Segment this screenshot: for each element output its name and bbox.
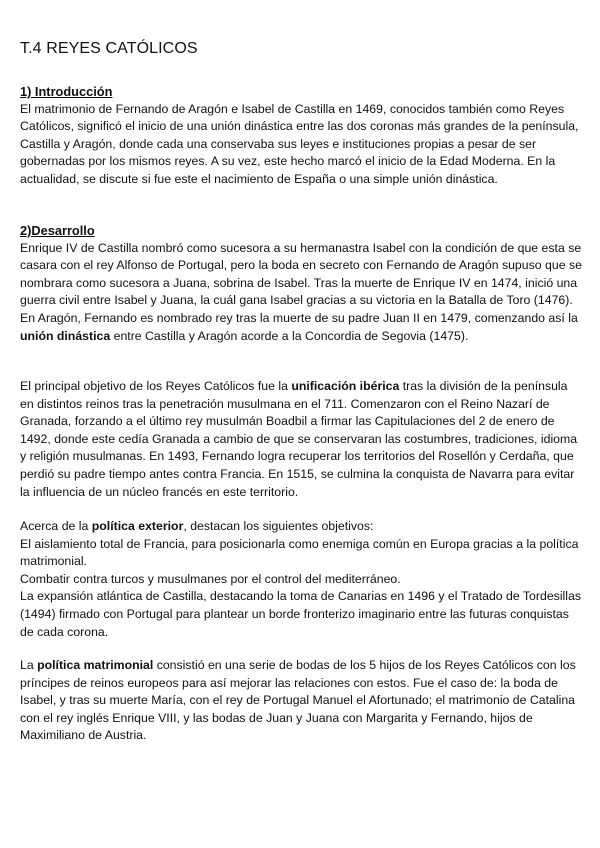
intro-paragraph: El matrimonio de Fernando de Aragón e Isabel de Castilla en 1469, conocidos también como Reyes Católicos, significó el inicio de una unión dinástica entre las dos coronas más grandes de la península, Castilla y Aragón, donde cada una conservaba sus leyes e instituciones propias a pesar de ser gobernadas por los mismos reyes. A su vez, este hecho marcó el inicio de la Edad Moderna. En la actualidad, se discute si fue este el nacimiento de España o una simple unión dinástica.	[20, 101, 579, 186]
desarrollo-paragraph-2	[20, 378, 582, 501]
p1-text-b: entre Castilla y Aragón acorde a la Concordia de Segovia (1475).	[110, 328, 469, 343]
objective-item: El aislamiento total de Francia, para posicionarla como enemiga común en Europa gracias a la política matrimonial.	[20, 536, 579, 569]
politica-matrimonial-section	[20, 657, 582, 745]
politica-exterior-section	[20, 518, 582, 641]
intro-heading: 1) Introducción	[20, 84, 113, 99]
desarrollo-paragraph-4	[20, 657, 582, 745]
p4-bold-term: política matrimonial	[37, 658, 154, 672]
p2-text-a: El principal objetivo de los Reyes Católicos fue la	[20, 379, 292, 393]
p2-text-b: tras la división de la península en distintos reinos tras la penetración musulmana en el 711. Comenzaron con el Reino Nazarí de Granada, forzando a el último rey musulmán Boadbil a firmar las Capitulaciones del 2 de enero de 1492, donde este cedía Granada a cambio de que se conservaran las costumbres, tradiciones, idioma y religión musulmanas. En 1493, Fernando logra recuperar los territorios del Rosellón y Cerdaña, que perdió su padre tiempo antes contra Francia. En 1515, se culmina la conquista de Navarra para evitar la influencia de un núcleo francés en este territorio.	[20, 379, 578, 499]
desarrollo-paragraph-3	[20, 518, 582, 536]
objective-item: La expansión atlántica de Castilla, destacando la toma de Canarias en 1496 y el Tratado de Tordesillas (1494) firmado con Portugal para plantear un borde fronterizo imaginario entre las futuras conquistas de cada corona.	[20, 589, 582, 639]
desarrollo-section	[20, 222, 582, 345]
p4-text-b: consistió en una serie de bodas de los 5 hijos de los Reyes Católicos con los príncipes de reinos europeos para así mejorar las relaciones con estos. Fue el caso de: la boda de Isabel, y tras su muerte María, con el rey de Portugal Manuel el Afortunado; el matrimonio de Catalina con el rey inglés Enrique VIII, y las bodas de Juan y Juana con Margarita y Fernando, hijos de Maximiliano de Austria.	[20, 658, 576, 743]
page-title: T.4 REYES CATÓLICOS	[20, 40, 198, 57]
p1-text-a: Enrique IV de Castilla nombró como sucesora a su hermanastra Isabel con la condición de que esta se casara con el rey Alfonso de Portugal, pero la boda en secreto con Fernando de Aragón supuso que se nombrara como sucesora a Juana, sobrina de Isabel. Tras la muerte de Enrique IV en 1474, inició una guerra civil entre Isabel y Juana, la cuál gana Isabel gracias a su victoria en la Batalla de Toro (1476). En Aragón, Fernando es nombrado rey tras la muerte de su padre Juan II en 1479, comenzando así la	[20, 240, 582, 325]
p3-bold-term: política exterior	[91, 519, 184, 533]
objective-item: Combatir contra turcos y musulmanes por el control del mediterráneo.	[20, 571, 401, 586]
p2-bold-term: unificación ibérica	[291, 379, 400, 393]
p1-bold-term: unión dinástica	[20, 328, 111, 343]
desarrollo-heading: 2)Desarrollo	[20, 223, 95, 238]
p3-text-b: , destacan los siguientes objetivos:	[183, 519, 374, 533]
p4-text-a: La	[20, 658, 38, 672]
desarrollo-paragraph-1	[20, 240, 582, 346]
p3-text-a: Acerca de la	[20, 519, 92, 533]
intro-section	[20, 83, 582, 189]
unificacion-section	[20, 378, 582, 501]
